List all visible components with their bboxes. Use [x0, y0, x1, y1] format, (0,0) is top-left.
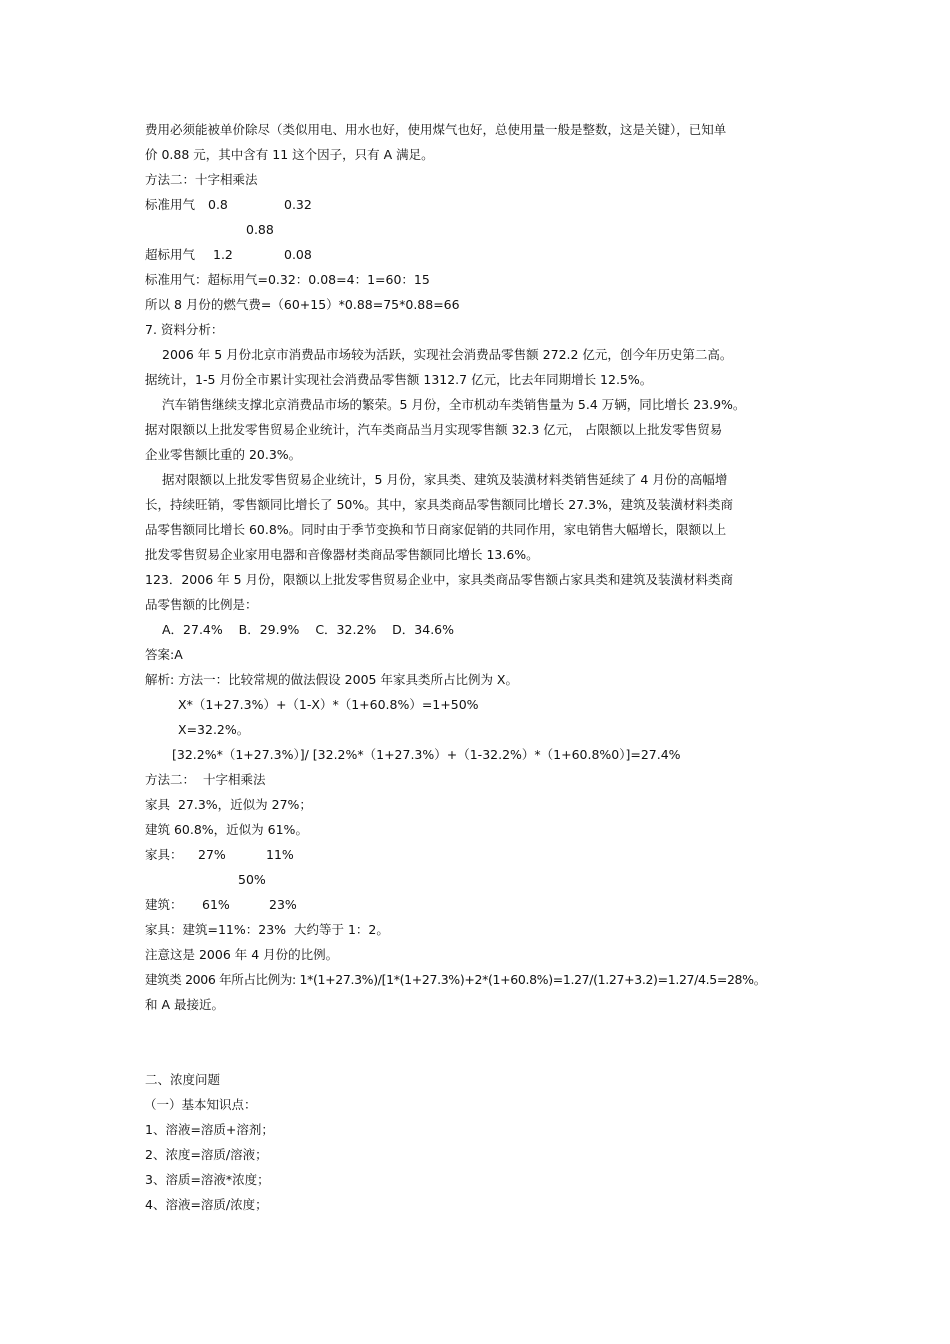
result-line: 所以 8 月份的燃气费=（60+15）*0.88=75*0.88=66: [145, 297, 460, 312]
intro-line-2: 价 0.88 元，其中含有 11 这个因子，只有 A 满足。: [145, 147, 434, 162]
cross-q-row-1-label: 家具：: [145, 847, 183, 862]
cross-q-row-1-right: 11%: [266, 847, 294, 862]
cross-row-1-right: 0.32: [284, 197, 312, 212]
analysis-line: 解析: 方法一：比较常规的做法假设 2005 年家具类所占比例为 X。: [145, 672, 518, 687]
para-3-line-2: 长，持续旺销，零售额同比增长了 50%。其中，家具类商品零售额同比增长 27.3%，建筑及装潢材料类商: [145, 497, 733, 512]
method2-q-heading: 方法二： 十字相乘法: [145, 772, 266, 787]
cross-q-row-2-right: 23%: [269, 897, 297, 912]
para-2-line-1: 汽车销售继续支撑北京消费品市场的繁荣。5 月份，全市机动车类销售量为 5.4 万辆，同比增长 23.9%。: [162, 397, 746, 412]
ratio-q-line: 家具：建筑=11%：23% 大约等于 1：2。: [145, 922, 389, 937]
cross-row-2: [145, 246, 813, 264]
cross-q-row-2-label: 建筑：: [145, 897, 183, 912]
answer-line: 答案:A: [145, 647, 183, 662]
knowledge-item-3: 3、溶质=溶液*浓度；: [145, 1172, 270, 1187]
cross-q-row-1: [145, 846, 813, 864]
calc-line: 建筑类 2006 年所占比例为: 1*(1+27.3%)/[1*(1+27.3%)+2*(1+60.8%)=1.27/(1.27+3.2)=1.27/4.5=28%。: [145, 972, 766, 987]
para-2-line-3: 企业零售额比重的 20.3%。: [145, 447, 302, 462]
section-7-heading: 7. 资料分析：: [145, 322, 224, 337]
equation-1: X*（1+27.3%）+（1-X）*（1+60.8%）=1+50%: [178, 697, 479, 712]
cross-q-row-2: [145, 896, 813, 914]
cross-center-value: 0.88: [246, 222, 274, 237]
note-line: 注意这是 2006 年 4 月份的比例。: [145, 947, 339, 962]
cross-q-row-1-left: 27%: [198, 847, 226, 862]
cross-row-2-label: 超标用气: [145, 247, 196, 262]
knowledge-item-1: 1、溶液=溶质+溶剂；: [145, 1122, 274, 1137]
method2-heading: 方法二：十字相乘法: [145, 172, 258, 187]
cross-row-2-right: 0.08: [284, 247, 312, 262]
approx-line-1: 家具 27.3%，近似为 27%；: [145, 797, 312, 812]
cross-row-1-label: 标准用气: [145, 197, 196, 212]
para-1-line-1: 2006 年 5 月份北京市消费品市场较为活跃，实现社会消费品零售额 272.2 亿元，创今年历史第二高。: [162, 347, 733, 362]
equation-3: [32.2%*（1+27.3%）]/ [32.2%*（1+27.3%）+（1-32.2%）*（1+60.8%0）]=27.4%: [172, 747, 681, 762]
para-2-line-2: 据对限额以上批发零售贸易企业统计，汽车类商品当月实现零售额 32.3 亿元， 占限额以上批发零售贸易: [145, 422, 723, 437]
question-stem-line-2: 品零售额的比例是：: [145, 597, 258, 612]
question-stem-line-1: 123．2006 年 5 月份，限额以上批发零售贸易企业中，家具类商品零售额占家具类和建筑及装潢材料类商: [145, 572, 734, 587]
para-3-line-4: 批发零售贸易企业家用电器和音像器材类商品零售额同比增长 13.6%。: [145, 547, 539, 562]
cross-row-2-left: 1.2: [213, 247, 233, 262]
knowledge-item-4: 4、溶液=溶质/浓度；: [145, 1197, 268, 1212]
section-2-heading: 二、浓度问题: [145, 1072, 221, 1087]
equation-2: X=32.2%。: [178, 722, 250, 737]
cross-q-center-value: 50%: [238, 872, 266, 887]
conclusion-line: 和 A 最接近。: [145, 997, 224, 1012]
approx-line-2: 建筑 60.8%，近似为 61%。: [145, 822, 308, 837]
knowledge-subheading: （一）基本知识点：: [144, 1097, 257, 1112]
para-3-line-3: 品零售额同比增长 60.8%。同时由于季节变换和节日商家促销的共同作用，家电销售大幅增长，限额以上: [145, 522, 727, 537]
knowledge-item-2: 2、浓度=溶质/溶液；: [145, 1147, 268, 1162]
ratio-line: 标准用气：超标用气=0.32：0.08=4：1=60：15: [145, 272, 430, 287]
cross-q-row-2-left: 61%: [202, 897, 230, 912]
cross-row-1: [145, 196, 813, 214]
para-3-line-1: 据对限额以上批发零售贸易企业统计，5 月份，家具类、建筑及装潢材料类销售延续了 4 月份的高幅增: [162, 472, 728, 487]
para-1-line-2: 据统计，1-5 月份全市累计实现社会消费品零售额 1312.7 亿元，比去年同期增长 12.5%。: [145, 372, 653, 387]
answer-options: A．27.4% B．29.9% C．32.2% D．34.6%: [162, 622, 454, 637]
intro-line-1: 费用必须能被单价除尽（类似用电、用水也好，使用煤气也好，总使用量一般是整数，这是关键），已知单: [145, 122, 727, 137]
cross-row-1-left: 0.8: [208, 197, 228, 212]
